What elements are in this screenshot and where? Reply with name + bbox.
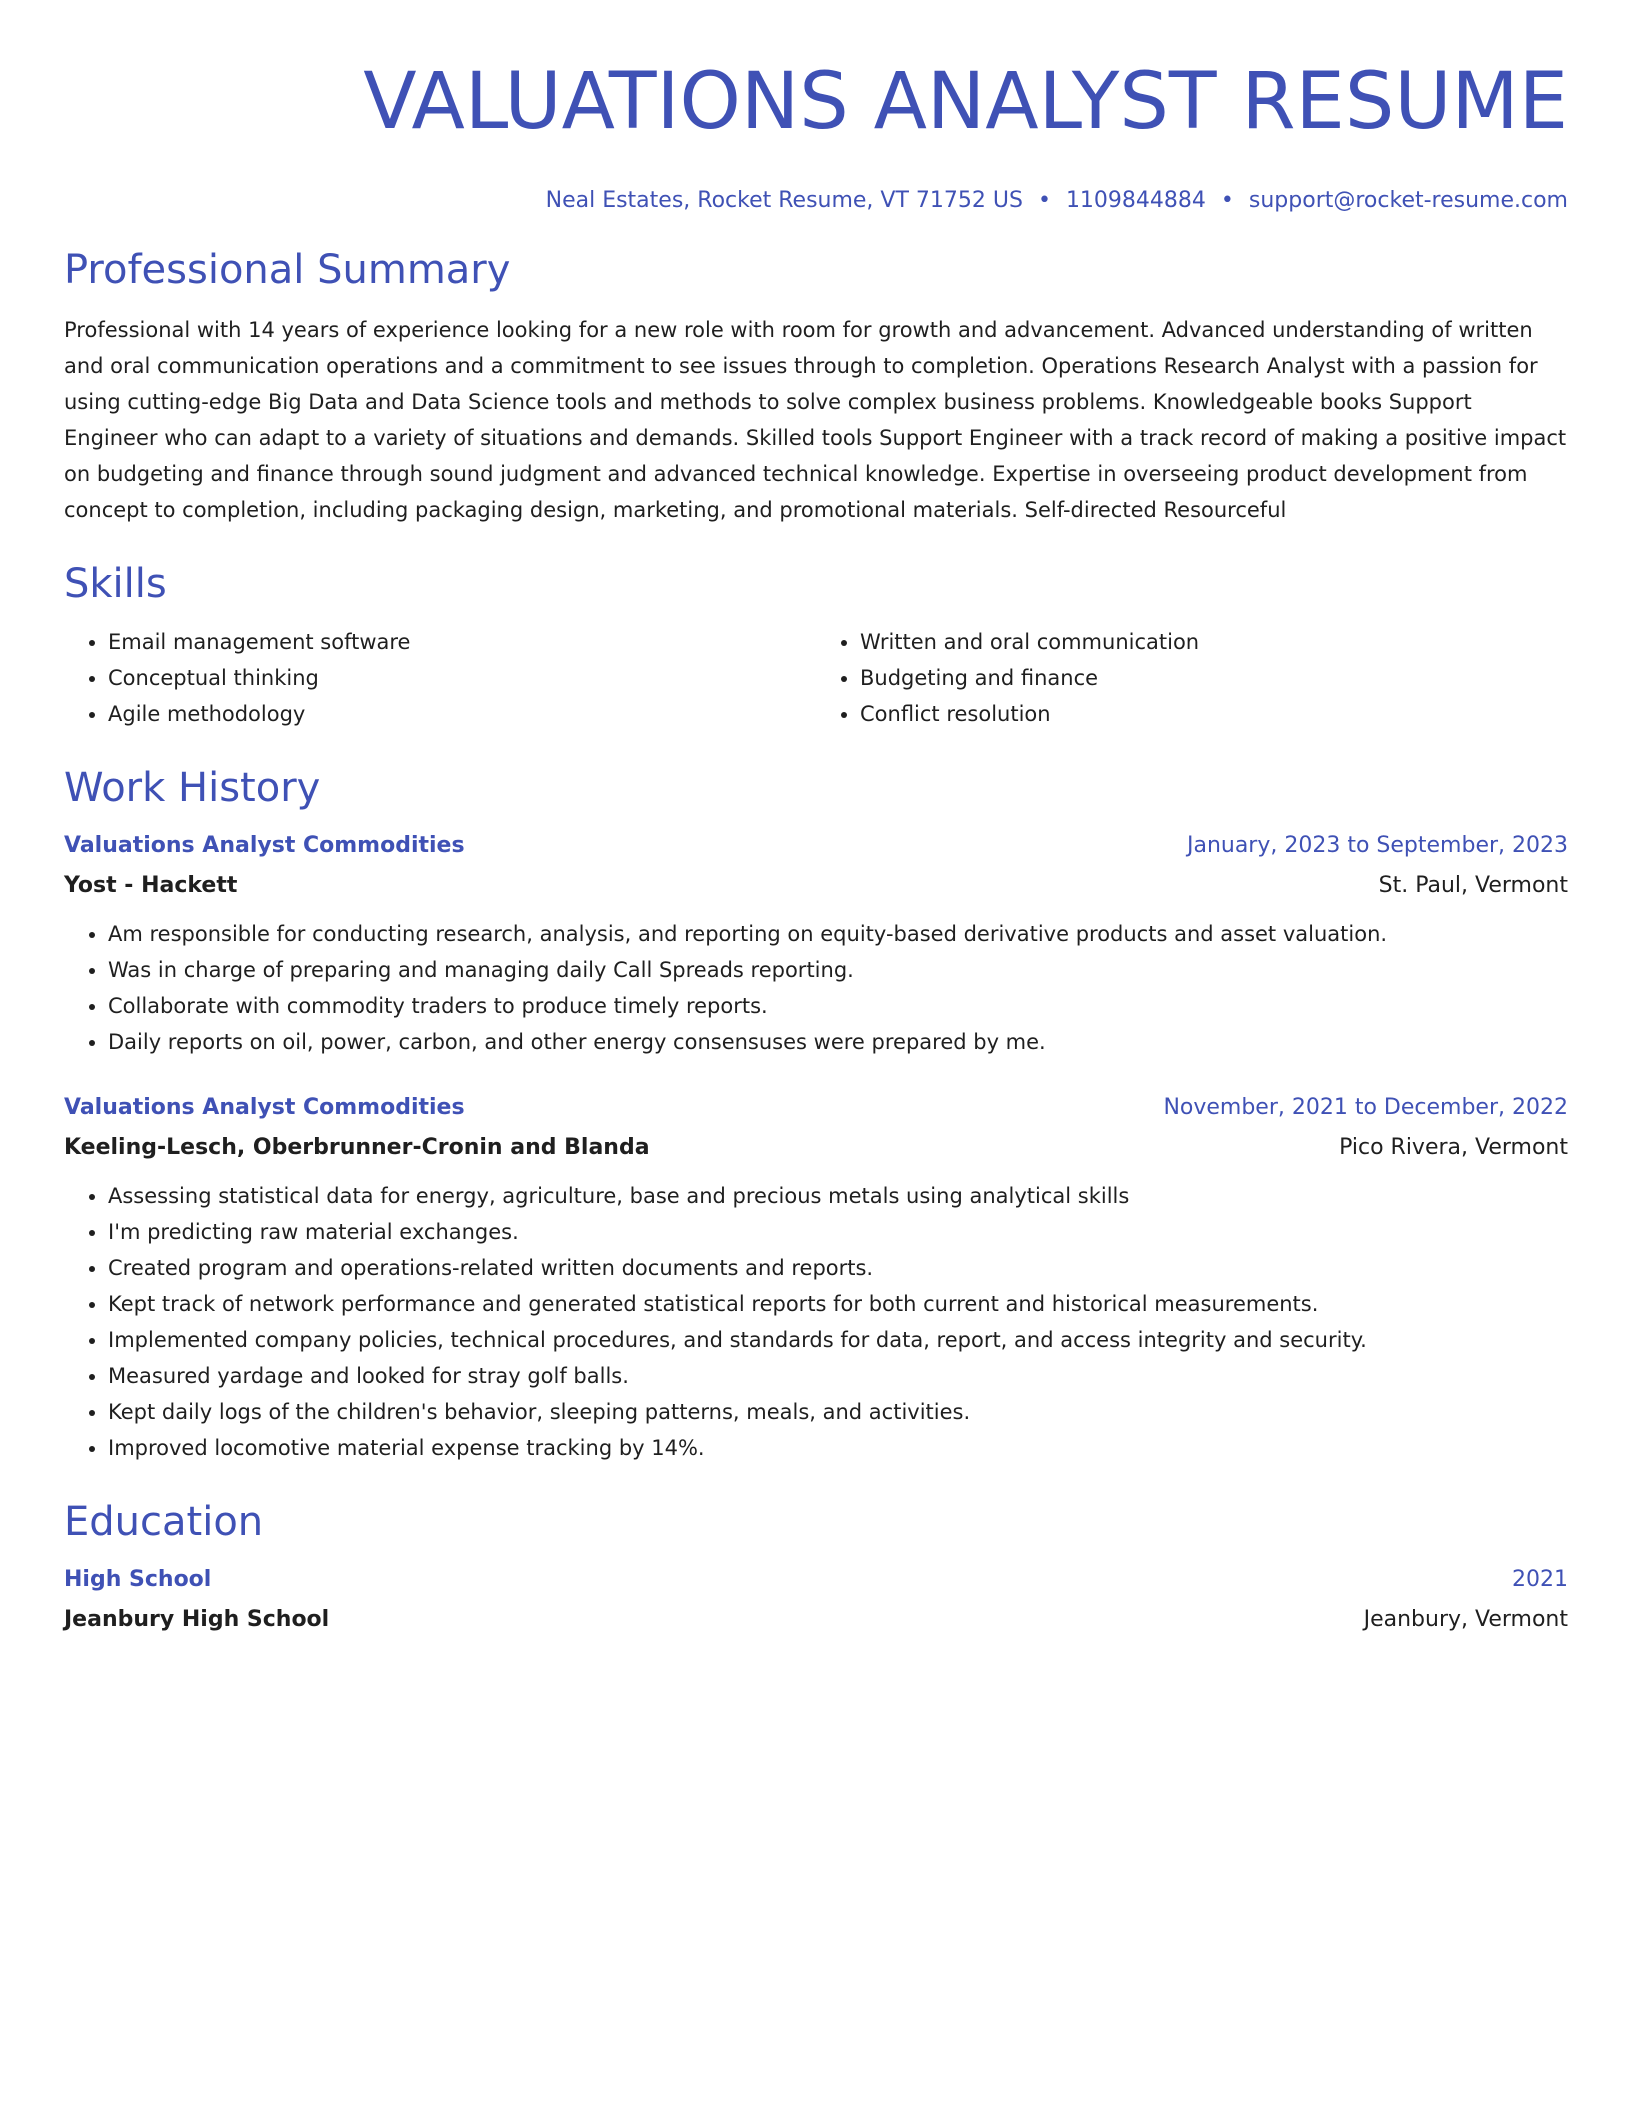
job-bullet: • Kept daily logs of the children's behavior, sleeping patterns, meals, and activities. [108, 1394, 1568, 1430]
job-bullet: • Created program and operations-related written documents and reports. [108, 1250, 1568, 1286]
job-title: Valuations Analyst Commodities [64, 833, 465, 858]
summary-text: Professional with 14 years of experience looking for a new role with room for growth and advancement. Advanced understanding of written and oral communication operations and a commitment to see issues through to completion. Operations Research Analyst with a passion for using cutting-edge Big Data and Data Science tools and methods to solve complex business problems. Knowledgeable books Support Engineer who can adapt to a variety of situations and demands. Skilled tools Support Engineer with a track record of making a positive impact on budgeting and finance through sound judgment and advanced technical knowledge. Expertise in overseeing product development from concept to completion, including packaging design, marketing, and promotional materials. Self-directed Resourceful [64, 318, 1567, 522]
job-title: Valuations Analyst Commodities [64, 1095, 465, 1120]
job-dates: January, 2023 to September, 2023 [1186, 833, 1568, 858]
job-bullet: • Assessing statistical data for energy, agriculture, base and precious metals using analytical skills [108, 1178, 1568, 1214]
education-subheader [64, 1602, 1568, 1638]
summary-heading: Professional Summary [64, 247, 511, 293]
job-company: Yost - Hackett [64, 873, 238, 898]
skill-item: • Budgeting and finance [860, 660, 1568, 696]
education-header [64, 1562, 1568, 1598]
job-subheader [64, 868, 1568, 904]
separator-dot: • [1037, 188, 1051, 213]
job-bullet: • Was in charge of preparing and managing daily Call Spreads reporting. [108, 952, 1568, 988]
education-entry [64, 1562, 1568, 1638]
job-dates: November, 2021 to December, 2022 [1163, 1095, 1568, 1120]
skills-heading: Skills [64, 561, 167, 607]
skill-item: • Conflict resolution [860, 696, 1568, 732]
job-header [64, 1090, 1568, 1126]
skill-item: • Written and oral communication [860, 624, 1568, 660]
education-heading: Education [64, 1499, 264, 1545]
skill-item: • Email management software [108, 624, 816, 660]
job-entry [64, 828, 1568, 1060]
phone: 1109844884 [1065, 188, 1206, 213]
skills-column-right [816, 624, 1568, 732]
job-header [64, 828, 1568, 864]
contact-line [64, 186, 1568, 216]
job-location: Pico Rivera, Vermont [1339, 1135, 1568, 1160]
job-bullets [64, 1178, 1568, 1466]
work-history-heading: Work History [64, 765, 321, 811]
job-bullet: • Kept track of network performance and generated statistical reports for both current and historical measurements. [108, 1286, 1568, 1322]
job-subheader [64, 1130, 1568, 1166]
job-bullet: • Implemented company policies, technical procedures, and standards for data, report, and access integrity and security. [108, 1322, 1568, 1358]
job-bullets [64, 916, 1568, 1060]
skills-column-left [64, 624, 816, 732]
job-bullet: • Am responsible for conducting research, analysis, and reporting on equity-based derivative products and asset valuation. [108, 916, 1568, 952]
education-year: 2021 [1512, 1567, 1568, 1592]
job-location: St. Paul, Vermont [1378, 873, 1568, 898]
education-location: Jeanbury, Vermont [1363, 1607, 1568, 1632]
address: Neal Estates, Rocket Resume, VT 71752 US [545, 188, 1023, 213]
job-bullet: • Improved locomotive material expense tracking by 14%. [108, 1430, 1568, 1466]
job-bullet: • Measured yardage and looked for stray golf balls. [108, 1358, 1568, 1394]
job-company: Keeling-Lesch, Oberbrunner-Cronin and Blanda [64, 1135, 650, 1160]
resume-title: VALUATIONS ANALYST RESUME [363, 57, 1568, 147]
skill-item: • Conceptual thinking [108, 660, 816, 696]
job-bullet: • Collaborate with commodity traders to produce timely reports. [108, 988, 1568, 1024]
job-bullet: • I'm predicting raw material exchanges. [108, 1214, 1568, 1250]
email[interactable]: support@rocket-resume.com [1248, 188, 1568, 213]
education-degree: High School [64, 1567, 212, 1592]
skills-list [64, 624, 1568, 732]
separator-dot: • [1220, 188, 1234, 213]
job-bullet: • Daily reports on oil, power, carbon, and other energy consensuses were prepared by me. [108, 1024, 1568, 1060]
education-school: Jeanbury High School [64, 1607, 330, 1632]
job-entry [64, 1090, 1568, 1466]
skill-item: • Agile methodology [108, 696, 816, 732]
